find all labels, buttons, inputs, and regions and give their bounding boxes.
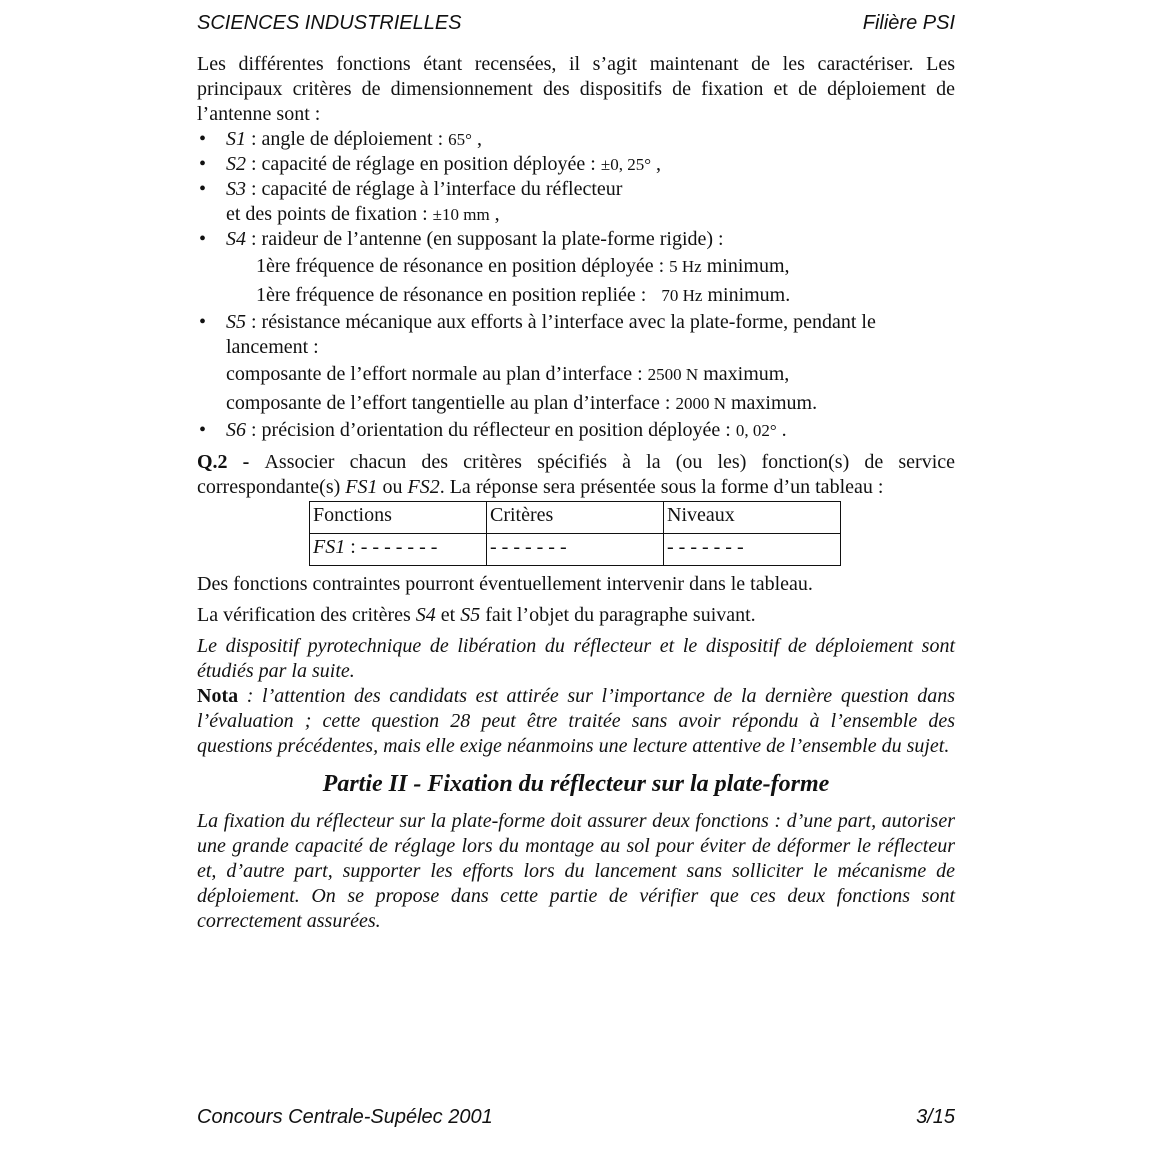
part-title: Partie II - Fixation du réflecteur sur la plate-forme: [322, 771, 830, 797]
note-text: La vérification des critères: [197, 604, 416, 626]
question-q2: [197, 450, 955, 500]
criterion-value: 65°: [448, 130, 472, 149]
level-value: 2500 N: [647, 365, 699, 384]
table-header-cell: Niveaux: [664, 502, 841, 534]
criterion-tail: .: [776, 419, 787, 441]
page-header: [197, 12, 955, 35]
criterion-text: : résistance mécanique aux efforts à l’interface avec la plate-forme, pendant le lancement :: [226, 311, 876, 358]
criterion-value: ±0, 25°: [600, 155, 651, 174]
table-header-row: [310, 502, 841, 534]
criterion-value: ±10 mm: [432, 205, 490, 224]
level-value: 70 Hz: [661, 286, 703, 305]
part-intro: La fixation du réflecteur sur la plate-forme doit assurer deux fonctions : d’une part, autoriser une grande capacité de réglage lors du montage au sol pour éviter de déformer le réflecteur et, d’autre part, supporter les efforts lors du lancement sans solliciter le mécanisme de déploiement. On se propose dans cette partie de vérifier que ces deux fonctions sont correctement assurées.: [197, 810, 955, 932]
criterion-symbol: S2: [226, 153, 246, 175]
table-cell: - - - - - - -: [487, 534, 664, 566]
criterion-symbol: S1: [226, 128, 246, 150]
question-text: . La réponse sera présentée sous la forme d’un tableau :: [439, 476, 884, 498]
criterion-text: : raideur de l’antenne (en supposant la plate-forme rigide) :: [246, 228, 724, 250]
level-label: 1ère fréquence de résonance en position déployée :: [256, 255, 670, 277]
criterion-value: 0, 02°: [735, 421, 777, 440]
criterion-s1: [197, 127, 955, 152]
intro-paragraph: Les différentes fonctions étant recensées, il s’agit maintenant de les caractériser. Les principaux critères de dimensionnement des dispositifs de fixation et de déploiement de l’antenne sont :: [197, 53, 955, 125]
level-value: 5 Hz: [669, 257, 702, 276]
document-body: [197, 52, 955, 934]
table-row: [310, 534, 841, 566]
criterion-symbol: S3: [226, 178, 246, 200]
criterion-s3: [197, 177, 955, 227]
header-subject: SCIENCES INDUSTRIELLES: [197, 12, 462, 34]
nota-label: Nota: [197, 685, 239, 707]
table-cell: - - - - - - -: [664, 534, 841, 566]
function-fs2: FS2: [407, 476, 440, 498]
level-tail: maximum.: [725, 392, 818, 414]
criterion-symbol: S4: [415, 604, 436, 626]
level-value: 2000 N: [675, 394, 726, 413]
level-tail: minimum.: [702, 284, 791, 306]
criterion-s6: [197, 418, 955, 443]
constraint-note: Des fonctions contraintes pourront éventuellement intervenir dans le tableau.: [197, 573, 813, 595]
criterion-symbol: S6: [226, 419, 246, 441]
level-tail: minimum,: [701, 255, 790, 277]
criterion-s4-folded: [256, 281, 955, 310]
criterion-tail: ,: [471, 128, 482, 150]
question-text: ou: [377, 476, 408, 498]
verification-note: [197, 603, 955, 628]
criterion-text: : capacité de réglage à l’interface du réflecteur: [246, 178, 623, 200]
note-text: fait l’objet du paragraphe suivant.: [480, 604, 756, 626]
criterion-s5-normal: [226, 360, 955, 389]
criterion-symbol: S5: [460, 604, 481, 626]
level-tail: maximum,: [698, 363, 790, 385]
criterion-text-line2: et des points de fixation :: [226, 203, 433, 225]
question-text: Associer chacun des critères spécifiés à la (ou les) fonction(s) de service correspondante(s): [197, 451, 956, 498]
criterion-s4-deployed: [256, 252, 955, 281]
criterion-text: : angle de déploiement :: [246, 128, 449, 150]
level-label: composante de l’effort normale au plan d’interface :: [226, 363, 648, 385]
criteria-list: [197, 127, 955, 443]
level-label: composante de l’effort tangentielle au plan d’interface :: [226, 392, 676, 414]
header-track: Filière PSI: [862, 12, 955, 34]
note-text: et: [435, 604, 461, 626]
footer-exam: Concours Centrale-Supélec 2001: [197, 1106, 493, 1128]
criterion-symbol: S4: [226, 228, 246, 250]
criterion-text: : capacité de réglage en position déployée :: [246, 153, 601, 175]
page-number: 3/15: [916, 1106, 955, 1128]
nota-paragraph: [197, 684, 955, 759]
criterion-tail: ,: [651, 153, 661, 175]
criterion-text: : précision d’orientation du réflecteur en position déployée :: [246, 419, 736, 441]
answer-table: [309, 501, 841, 566]
criterion-tail: ,: [489, 203, 500, 225]
level-label: 1ère fréquence de résonance en position repliée :: [256, 284, 662, 306]
question-label: Q.2 -: [197, 451, 265, 473]
page-footer: [197, 1106, 955, 1129]
criterion-s4: [197, 227, 955, 310]
table-header-cell: Fonctions: [310, 502, 487, 534]
table-cell: [310, 534, 487, 566]
criterion-s5-tangential: [226, 389, 955, 418]
function-fs1: FS1: [345, 476, 378, 498]
nota-text: : l’attention des candidats est attirée sur l’importance de la dernière question dans l’évaluation ; cette question 28 peut être traitée sans avoir répondu à l’ensemble des questions précédentes, mais elle exige néanmoins une lecture attentive de l’ensemble du sujet.: [197, 685, 955, 757]
table-header-cell: Critères: [487, 502, 664, 534]
table-cell-dashes: : - - - - - - -: [345, 536, 438, 558]
italic-note: Le dispositif pyrotechnique de libération du réflecteur et le dispositif de déploiement sont étudiés par la suite.: [197, 635, 955, 682]
criterion-symbol: S5: [226, 311, 246, 333]
function-fs1: FS1: [313, 536, 346, 558]
criterion-s2: [197, 152, 955, 177]
criterion-s5: [197, 310, 955, 418]
